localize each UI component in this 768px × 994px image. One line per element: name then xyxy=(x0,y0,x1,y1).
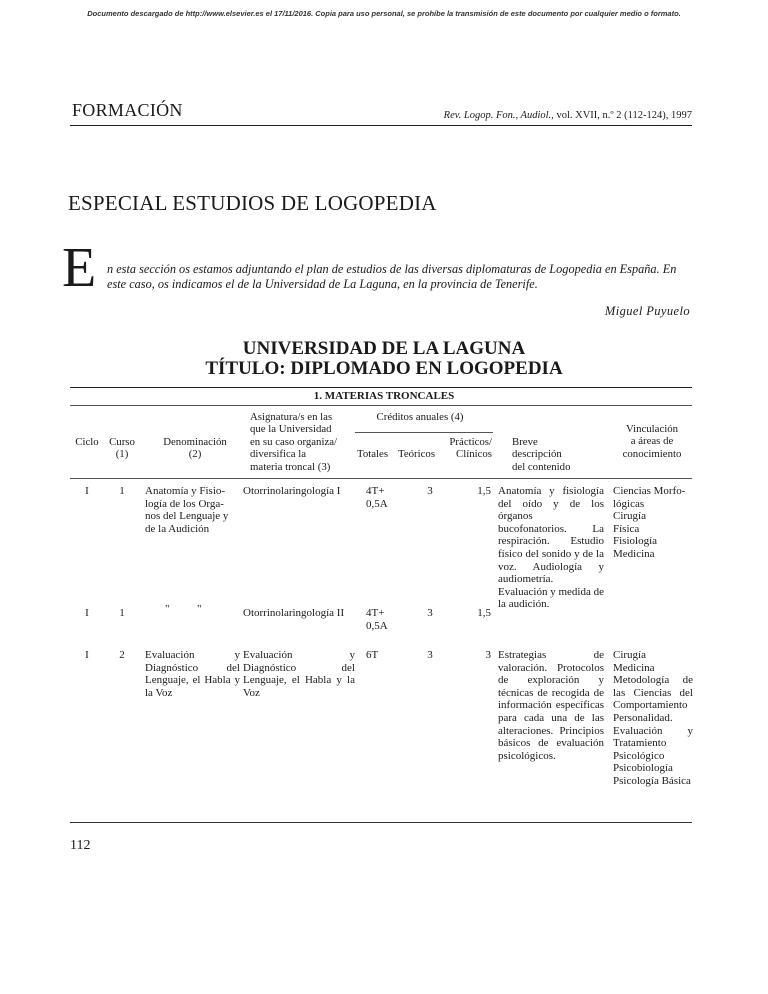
section-rule xyxy=(70,125,692,126)
cell-asignatura: Otorrinolaringología I xyxy=(243,485,341,497)
header-practicos: Prácticos/ Clínicos xyxy=(449,436,492,461)
page-bottom-rule xyxy=(70,822,692,823)
header-teoricos: Teóricos xyxy=(398,448,436,460)
table-title: 1. MATERIAS TRONCALES xyxy=(313,390,455,402)
journal-details: vol. XVII, n.º 2 (112-124), 1997 xyxy=(553,110,692,121)
section-label: FORMACIÓN xyxy=(72,100,183,120)
cell-vinculacion: Ciencias Morfo- lógicas Cirugía Física Fisiología Medicina xyxy=(613,485,686,560)
cell-curso: 1 xyxy=(119,485,125,497)
cell-teoricos: 3 xyxy=(427,649,433,661)
header-denominacion: Denominación (2) xyxy=(163,436,227,461)
cell-denominacion: Anatomía y Fisio- logía de los Orga- nos del Lenguaje y de la Audición xyxy=(145,485,229,535)
header-curso: Curso (1) xyxy=(109,436,135,461)
cell-ciclo: I xyxy=(85,607,89,619)
cell-totales: 6T xyxy=(366,649,379,661)
cell-vinculacion: Cirugía Medicina Metodología de las Ciencias del Comportamiento Personalidad. Evaluación y Tratamiento Psicológico Psicobiología Psicología Básica xyxy=(613,649,693,787)
header-totales: Totales xyxy=(357,448,389,460)
journal-name: Rev. Logop. Fon., Audiol., xyxy=(443,110,554,121)
header-breve: Breve descripción del contenido xyxy=(512,436,571,473)
cell-breve: Estrategias de valoración. Protocolos de exploración y técnicas de recogida de información específicas para cada una de las alteraciones. Principios básicos de evaluación psicológicos. xyxy=(498,649,604,762)
cell-asignatura: Otorrinolaringología II xyxy=(243,607,345,619)
drop-cap: E xyxy=(62,237,97,299)
cell-teoricos: 3 xyxy=(427,607,433,619)
cell-teoricos: 3 xyxy=(427,485,433,497)
author-name: Miguel Puyuelo xyxy=(604,304,690,318)
degree-title: TÍTULO: DIPLOMADO EN LOGOPEDIA xyxy=(205,358,563,379)
cell-breve: Anatomía y fisiología del oído y de los órganos bucofonatorios. La respiración. Estudio físico del sonido y de la voz. Audiología y audiometría. Evaluación y medida de la audición. xyxy=(498,485,604,611)
header-bottom-rule xyxy=(70,478,692,479)
page-number: 112 xyxy=(70,838,91,853)
header-asignatura: Asignatura/s en las que la Universidad en su caso organiza/ diversifica la materia troncal (3) xyxy=(250,411,338,473)
cell-curso: 2 xyxy=(119,649,125,661)
cell-totales: 4T+ 0,5A xyxy=(366,607,388,632)
cell-ciclo: I xyxy=(85,649,89,661)
university-title: UNIVERSIDAD DE LA LAGUNA xyxy=(242,338,526,359)
cell-denominacion: Evaluación y Diagnóstico del Lenguaje, el Habla y la Voz xyxy=(145,649,240,699)
cell-ciclo: I xyxy=(85,485,89,497)
cell-asignatura: Evaluación y Diagnóstico del Lenguaje, el Habla y la Voz xyxy=(243,649,355,699)
cell-denominacion: " " xyxy=(165,603,202,615)
table-top-rule xyxy=(70,387,692,388)
credits-rule xyxy=(355,432,493,433)
cell-totales: 4T+ 0,5A xyxy=(366,485,388,510)
header-vinculacion: Vinculación a áreas de conocimiento xyxy=(622,423,682,460)
journal-citation xyxy=(444,110,692,121)
intro-paragraph: n esta sección os estamos adjuntando el plan de estudios de las diversas diplomaturas de Logopedia en España. En este caso, os indicamos el de la Universidad de La Laguna, en la provincia de Tenerife. xyxy=(107,262,677,291)
article-heading: ESPECIAL ESTUDIOS DE LOGOPEDIA xyxy=(68,191,437,215)
cell-practicos: 1,5 xyxy=(477,485,491,497)
header-creditos: Créditos anuales (4) xyxy=(376,411,464,423)
download-notice: Documento descargado de http://www.elsevier.es el 17/11/2016. Copia para uso personal, se prohíbe la transmisión de este documento por cualquier medio o formato. xyxy=(87,9,681,18)
cell-practicos: 3 xyxy=(485,649,491,661)
cell-curso: 1 xyxy=(119,607,125,619)
table-title-rule xyxy=(70,405,692,406)
cell-practicos: 1,5 xyxy=(477,607,491,619)
header-ciclo: Ciclo xyxy=(75,436,99,448)
